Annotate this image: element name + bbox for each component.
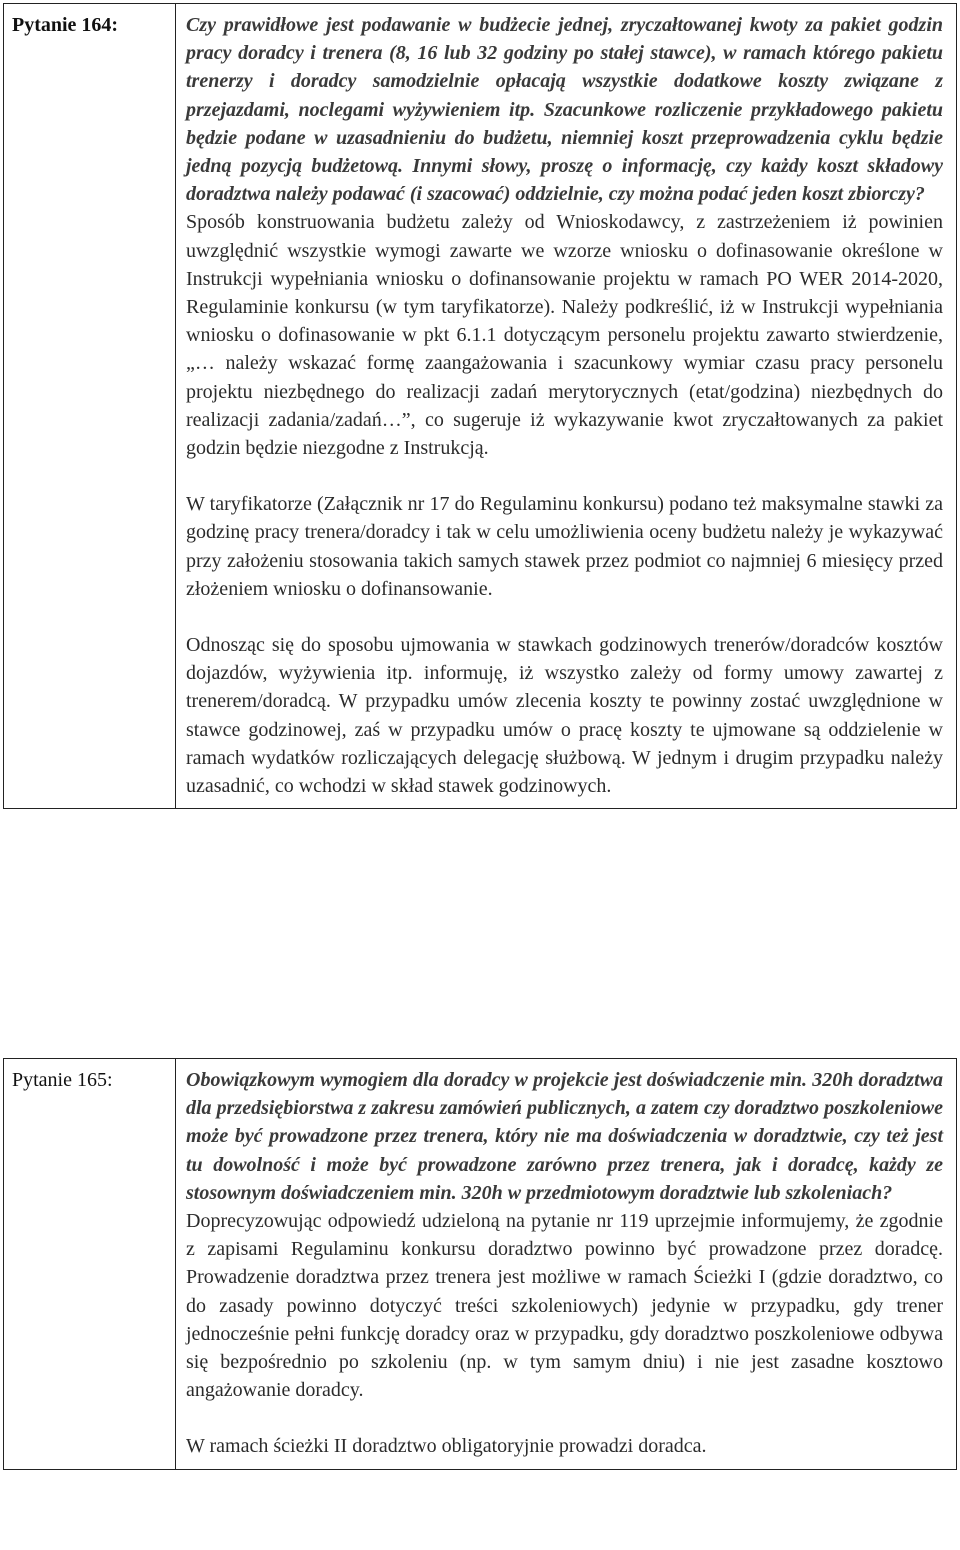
answer-165-paragraph-1: Doprecyzowując odpowiedź udzieloną na pytanie nr 119 uprzejmie informujemy, że zgodnie z zapisami Regulaminu konkursu doradztwo powinno być prowadzone przez doradcę. Prowadzenie doradztwa przez trenera jest możliwe w ramach Ścieżki I (gdzie doradztwo, co do zasady powinno dotyczyć treści szkoleniowych) jedynie w przypadku, gdy trener jednocześnie pełni funkcję doradcy oraz w przypadku, gdy doradztwo poszkoleniowe odbywa się bezpośrednio po szkoleniu (np. w tym samym dniu) i nie jest zasadne kosztowo angażowanie doradcy. xyxy=(186,1210,943,1402)
question-164-content-cell xyxy=(176,4,957,809)
question-165-content-cell xyxy=(176,1059,957,1470)
question-165-label-cell xyxy=(4,1059,176,1470)
answer-164-paragraph-1: Sposób konstruowania budżetu zależy od Wnioskodawcy, z zastrzeżeniem iż powinien uwzględnić wszystkie wymogi zawarte we wzorze wniosku o dofinasowanie określone w Instrukcji wypełniania wniosku o dofinansowanie projektu w ramach PO WER 2014-2020, Regulaminie konkursu (w tym taryfikatorze). Należy podkreślić, iż w Instrukcji wypełniania wniosku o dofinasowanie w pkt 6.1.1 dotyczącym personelu projektu zawarto stwierdzenie, „… należy wskazać formę zaangażowania i szacunkowy wymiar czasu pracy personelu projektu niezbędnego do realizacji zadań merytorycznych (etat/godzina) niezbędnych do realizacji zadania/zadań…”, co sugeruje iż wykazywanie kwot zryczałtowanych za pakiet godzin będzie niezgodne z Instrukcją. xyxy=(186,211,943,460)
answer-164-paragraph-3: Odnosząc się do sposobu ujmowania w stawkach godzinowych trenerów/doradców kosztów dojazdów, wyżywienia itp. informuję, iż wszystko zależy od formy umowy zawartej z trenerem/doradcą. W przypadku umów zlecenia koszty te powinny zostać uwzględnione w stawce godzinowej, zaś w przypadku umów o pracę koszty te ujmowane są oddzielenie w ramach wydatków rozliczających delegację służbową. W jednym i drugim przypadku należy uzasadnić, co wchodzi w skład stawek godzinowych. xyxy=(186,634,943,798)
question-165-label: Pytanie 165: xyxy=(12,1069,113,1091)
question-164-label: Pytanie 164: xyxy=(12,14,119,36)
answer-165-paragraph-2: W ramach ścieżki II doradztwo obligatoryjnie prowadzi doradca. xyxy=(186,1435,707,1458)
question-165-table xyxy=(3,1058,957,1470)
question-164-text: Czy prawidłowe jest podawanie w budżecie jednej, zryczałtowanej kwoty za pakiet godzin pracy doradcy i trenera (8, 16 lub 32 godziny po stałej stawce), w ramach którego pakietu trenerzy i doradcy samodzielnie opłacają wszystkie dodatkowe koszty związane z przejazdami, noclegami wyżywieniem itp. Szacunkowe rozliczenie przykładowego pakietu będzie podane w uzasadnieniu do budżetu, niemniej koszt przeprowadzenia cyklu będzie jedną pozycją budżetową. Innymi słowy, proszę o informację, czy każdy koszt składowy doradztwa należy podawać (i szacować) oddzielnie, czy można podać jeden koszt zbiorczy? xyxy=(186,14,943,206)
question-164-table xyxy=(3,3,957,809)
answer-164-paragraph-2: W taryfikatorze (Załącznik nr 17 do Regulaminu konkursu) podano też maksymalne stawki za godzinę pracy trenera/doradcy i tak w celu umożliwienia oceny budżetu należy je wykazywać przy założeniu stosowania takich samych stawek przez podmiot co najmniej 6 miesięcy przed złożeniem wniosku o dofinansowanie. xyxy=(186,493,943,600)
question-165-text: Obowiązkowym wymogiem dla doradcy w projekcie jest doświadczenie min. 320h doradztwa dla przedsiębiorstwa z zakresu zamówień publicznych, a zatem czy doradztwo poszkoleniowe może być prowadzone przez trenera, który nie ma doświadczenia w doradztwie, czy też jest tu dowolność i może być prowadzone zarówno przez trenera, jak i doradcę, każdy ze stosownym doświadczeniem min. 320h w przedmiotowym doradztwie lub szkoleniach? xyxy=(186,1069,943,1204)
question-164-label-cell xyxy=(4,4,176,809)
